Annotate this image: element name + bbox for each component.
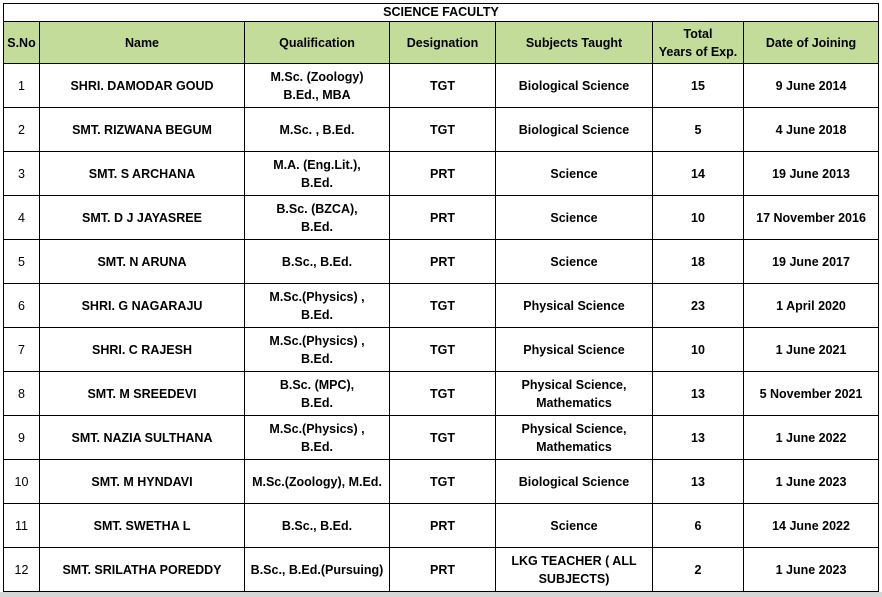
cell-qualification-text: B.Ed. — [301, 395, 333, 410]
cell-subjects-taught — [496, 372, 653, 416]
cell-designation — [390, 284, 496, 328]
cell-name — [40, 548, 245, 592]
cell-subjects-taught — [496, 152, 653, 196]
cell-total-experience — [653, 64, 744, 108]
cell-designation-text: TGT — [430, 474, 455, 489]
cell-qualification — [245, 196, 390, 240]
cell-date-of-joining-text: 17 November 2016 — [756, 210, 866, 225]
cell-subjects-taught — [496, 328, 653, 372]
cell-sno — [4, 372, 40, 416]
table-row — [4, 64, 879, 108]
table-row — [4, 240, 879, 284]
cell-subjects-taught-text: Mathematics — [536, 395, 612, 410]
cell-total-experience — [653, 284, 744, 328]
cell-date-of-joining — [744, 284, 879, 328]
cell-name — [40, 240, 245, 284]
cell-qualification-text: B.Sc., B.Ed. — [281, 254, 353, 269]
table-title-row — [4, 4, 879, 22]
cell-sno — [4, 152, 40, 196]
cell-sno-text: 11 — [15, 518, 28, 533]
cell-total-experience — [653, 416, 744, 460]
cell-date-of-joining — [744, 328, 879, 372]
cell-qualification — [245, 504, 390, 548]
header-sno: S.No — [4, 22, 40, 64]
cell-total-experience-text: 2 — [694, 562, 702, 577]
table-body — [4, 64, 879, 592]
cell-qualification-text: M.Sc. , B.Ed. — [279, 122, 355, 137]
cell-sno-text: 7 — [18, 342, 25, 357]
cell-name-text: SMT. SRILATHA POREDDY — [62, 562, 222, 577]
cell-sno-text: 5 — [18, 254, 25, 269]
table-row — [4, 328, 879, 372]
cell-subjects-taught — [496, 240, 653, 284]
cell-date-of-joining-text: 1 June 2023 — [775, 562, 847, 577]
cell-sno — [4, 64, 40, 108]
cell-name-text: SMT. S ARCHANA — [88, 166, 196, 181]
table-title: SCIENCE FACULTY — [4, 4, 879, 22]
cell-date-of-joining-text: 1 April 2020 — [776, 298, 846, 313]
cell-designation-text: PRT — [430, 518, 455, 533]
cell-total-experience-text: 15 — [691, 78, 705, 93]
cell-name — [40, 372, 245, 416]
cell-subjects-taught-text: Science — [550, 518, 598, 533]
cell-designation-text: TGT — [430, 430, 455, 445]
cell-sno — [4, 504, 40, 548]
cell-qualification — [245, 64, 390, 108]
cell-name-text: SMT. RIZWANA BEGUM — [72, 122, 212, 137]
cell-sno-text: 12 — [14, 562, 29, 577]
science-faculty-table — [3, 3, 879, 592]
cell-total-experience — [653, 196, 744, 240]
cell-name — [40, 152, 245, 196]
cell-sno-text: 2 — [18, 122, 25, 137]
cell-total-experience — [653, 152, 744, 196]
cell-qualification — [245, 284, 390, 328]
table-row — [4, 108, 879, 152]
cell-qualification — [245, 108, 390, 152]
cell-name — [40, 64, 245, 108]
cell-total-experience-text: 5 — [694, 122, 702, 137]
table-row — [4, 416, 879, 460]
cell-qualification-text: M.Sc.(Zoology), M.Ed. — [252, 474, 382, 489]
cell-name — [40, 416, 245, 460]
cell-date-of-joining — [744, 152, 879, 196]
header-qualification: Qualification — [245, 22, 390, 64]
cell-qualification — [245, 328, 390, 372]
cell-sno — [4, 196, 40, 240]
cell-total-experience — [653, 460, 744, 504]
cell-subjects-taught-text: Physical Science — [523, 298, 625, 313]
header-experience-line1: Total — [683, 26, 713, 41]
cell-total-experience-text: 23 — [691, 298, 705, 313]
cell-sno-text: 1 — [18, 78, 25, 93]
cell-subjects-taught-text: Physical Science, — [521, 377, 627, 392]
cell-sno-text: 4 — [18, 210, 25, 225]
cell-qualification-text: M.A. (Eng.Lit.), — [273, 157, 361, 172]
cell-sno — [4, 108, 40, 152]
cell-designation-text: PRT — [430, 562, 455, 577]
cell-qualification-text: B.Sc., B.Ed. — [281, 518, 353, 533]
table-row — [4, 196, 879, 240]
cell-date-of-joining-text: 1 June 2022 — [775, 430, 847, 445]
cell-designation — [390, 504, 496, 548]
cell-subjects-taught-text: Mathematics — [536, 439, 612, 454]
cell-date-of-joining — [744, 108, 879, 152]
cell-subjects-taught-text: Physical Science, — [521, 421, 627, 436]
cell-name-text: SHRI. DAMODAR GOUD — [70, 78, 214, 93]
cell-subjects-taught-text: Science — [550, 166, 598, 181]
cell-designation-text: PRT — [430, 166, 455, 181]
cell-total-experience-text: 10 — [691, 342, 705, 357]
cell-date-of-joining — [744, 240, 879, 284]
cell-total-experience — [653, 504, 744, 548]
cell-name-text: SMT. SWETHA L — [93, 518, 191, 533]
cell-qualification-text: M.Sc.(Physics) , — [269, 333, 365, 348]
cell-subjects-taught — [496, 64, 653, 108]
cell-qualification-text: B.Ed. — [301, 219, 333, 234]
cell-qualification-text: M.Sc.(Physics) , — [269, 289, 365, 304]
cell-date-of-joining-text: 19 June 2017 — [772, 254, 850, 269]
cell-sno — [4, 460, 40, 504]
cell-subjects-taught — [496, 460, 653, 504]
cell-sno — [4, 240, 40, 284]
cell-name — [40, 504, 245, 548]
cell-date-of-joining — [744, 460, 879, 504]
cell-designation-text: TGT — [430, 342, 455, 357]
header-total-experience — [653, 22, 744, 64]
cell-name — [40, 196, 245, 240]
cell-qualification-text: B.Sc. (BZCA), — [276, 201, 358, 216]
cell-subjects-taught — [496, 504, 653, 548]
cell-qualification-text: B.Sc., B.Ed.(Pursuing) — [250, 562, 384, 577]
cell-subjects-taught-text: Biological Science — [518, 474, 630, 489]
bottom-strip — [0, 592, 882, 597]
cell-subjects-taught — [496, 284, 653, 328]
cell-subjects-taught-text: Biological Science — [518, 78, 630, 93]
cell-date-of-joining — [744, 548, 879, 592]
table-row — [4, 504, 879, 548]
cell-designation — [390, 548, 496, 592]
cell-qualification — [245, 416, 390, 460]
cell-designation-text: TGT — [430, 122, 455, 137]
cell-designation — [390, 64, 496, 108]
cell-date-of-joining-text: 1 June 2021 — [775, 342, 847, 357]
table-row — [4, 284, 879, 328]
cell-subjects-taught — [496, 108, 653, 152]
cell-total-experience — [653, 548, 744, 592]
cell-total-experience-text: 10 — [691, 210, 705, 225]
cell-date-of-joining — [744, 64, 879, 108]
cell-designation — [390, 240, 496, 284]
cell-qualification-text: B.Ed. — [301, 175, 333, 190]
cell-subjects-taught-text: Biological Science — [518, 122, 630, 137]
header-subjects-taught: Subjects Taught — [496, 22, 653, 64]
table-row — [4, 460, 879, 504]
cell-total-experience-text: 13 — [691, 430, 705, 445]
cell-sno-text: 3 — [18, 166, 25, 181]
cell-name-text: SMT. M HYNDAVI — [91, 474, 193, 489]
cell-designation-text: TGT — [430, 298, 455, 313]
table-row — [4, 152, 879, 196]
cell-total-experience-text: 14 — [691, 166, 705, 181]
cell-sno — [4, 328, 40, 372]
cell-name-text: SMT. N ARUNA — [97, 254, 187, 269]
header-name: Name — [40, 22, 245, 64]
cell-qualification — [245, 240, 390, 284]
cell-total-experience — [653, 240, 744, 284]
cell-total-experience-text: 13 — [691, 474, 705, 489]
cell-designation — [390, 328, 496, 372]
cell-name — [40, 108, 245, 152]
cell-date-of-joining-text: 9 June 2014 — [775, 78, 847, 93]
cell-name-text: SHRI. G NAGARAJU — [81, 298, 203, 313]
cell-total-experience — [653, 372, 744, 416]
cell-name-text: SMT. M SREEDEVI — [87, 386, 197, 401]
cell-total-experience-text: 18 — [691, 254, 705, 269]
cell-sno — [4, 548, 40, 592]
cell-name — [40, 284, 245, 328]
cell-qualification-text: B.Ed. — [301, 307, 333, 322]
cell-date-of-joining — [744, 416, 879, 460]
cell-sno-text: 6 — [18, 298, 25, 313]
cell-date-of-joining-text: 1 June 2023 — [775, 474, 847, 489]
cell-qualification — [245, 548, 390, 592]
cell-name — [40, 328, 245, 372]
cell-subjects-taught — [496, 416, 653, 460]
cell-date-of-joining — [744, 196, 879, 240]
cell-designation — [390, 460, 496, 504]
cell-qualification — [245, 152, 390, 196]
cell-qualification-text: B.Sc. (MPC), — [279, 377, 355, 392]
table-header-row — [4, 22, 879, 64]
cell-name — [40, 460, 245, 504]
cell-subjects-taught-text: Science — [550, 254, 598, 269]
cell-date-of-joining-text: 14 June 2022 — [772, 518, 850, 533]
cell-designation-text: PRT — [430, 254, 455, 269]
cell-sno — [4, 416, 40, 460]
cell-qualification-text: M.Sc.(Physics) , — [269, 421, 365, 436]
cell-name-text: SHRI. C RAJESH — [91, 342, 193, 357]
cell-sno — [4, 284, 40, 328]
cell-subjects-taught — [496, 196, 653, 240]
cell-total-experience — [653, 328, 744, 372]
cell-qualification-text: M.Sc. (Zoology) — [270, 69, 364, 84]
header-designation: Designation — [390, 22, 496, 64]
cell-subjects-taught-text: Physical Science — [523, 342, 625, 357]
cell-designation — [390, 196, 496, 240]
cell-designation — [390, 108, 496, 152]
cell-total-experience — [653, 108, 744, 152]
cell-date-of-joining-text: 5 November 2021 — [759, 386, 863, 401]
cell-total-experience-text: 13 — [691, 386, 705, 401]
header-experience-line2: Years of Exp. — [658, 44, 738, 59]
cell-date-of-joining — [744, 372, 879, 416]
cell-date-of-joining-text: 4 June 2018 — [775, 122, 847, 137]
cell-qualification — [245, 460, 390, 504]
cell-qualification-text: B.Ed. — [301, 351, 333, 366]
cell-designation — [390, 416, 496, 460]
cell-sno-text: 9 — [18, 430, 25, 445]
header-date-of-joining: Date of Joining — [744, 22, 879, 64]
cell-designation — [390, 152, 496, 196]
cell-designation — [390, 372, 496, 416]
cell-sno-text: 10 — [14, 474, 29, 489]
cell-subjects-taught-text: LKG TEACHER ( ALL — [511, 553, 637, 568]
cell-qualification — [245, 372, 390, 416]
cell-date-of-joining — [744, 504, 879, 548]
cell-subjects-taught-text: SUBJECTS) — [538, 571, 610, 586]
cell-total-experience-text: 6 — [694, 518, 702, 533]
cell-qualification-text: B.Ed. — [301, 439, 333, 454]
cell-designation-text: TGT — [430, 78, 455, 93]
cell-subjects-taught — [496, 548, 653, 592]
cell-designation-text: TGT — [430, 386, 455, 401]
cell-sno-text: 8 — [18, 386, 25, 401]
cell-designation-text: PRT — [430, 210, 455, 225]
cell-name-text: SMT. D J JAYASREE — [82, 210, 202, 225]
table-row — [4, 548, 879, 592]
cell-subjects-taught-text: Science — [550, 210, 598, 225]
table-row — [4, 372, 879, 416]
cell-qualification-text: B.Ed., MBA — [283, 87, 351, 102]
cell-name-text: SMT. NAZIA SULTHANA — [71, 430, 213, 445]
cell-date-of-joining-text: 19 June 2013 — [772, 166, 850, 181]
